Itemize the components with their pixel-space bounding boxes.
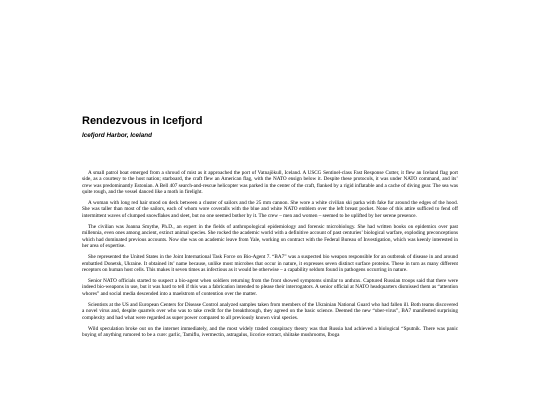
paragraph-4: She represented the United States in the Joint International Task Force on Bio-Agent 7. “BA7” was a suspected bio weapon responsible for an outbreak of disease in and around embattled Donetsk, Ukraine. It obtained its’ name because, unlike most microbes that occur in nature, it expresses seven distinct surface proteins. These in turn as many different receptors on human host cells. This makes it seven times as infectious as it would be otherwise – a capability seldom found in pathogens occurring in nature. — [82, 254, 458, 273]
page-title: Rendezvous in Icefjord — [82, 115, 203, 127]
paragraph-6: Scientists at the US and European Centers for Disease Control analyzed samples taken from members of the Ukrainian National Guard who had fallen ill. Both teams discovered a novel virus and, despite quarrels over who was to take credit for the breakthrough, they agreed on the basic science. Deemed the new “uber-virus”, BA7 manifested surprising complexity and had what were regarded as super power compared to all previously known viral species. — [82, 302, 458, 321]
page-subtitle: Icefjord Harbor, Iceland — [82, 132, 152, 139]
paragraph-1: A small patrol boat emerged from a shroud of mist as it approached the port of Vatnajökull, Iceland. A USCG Sentinel-class Fast Response Cutter, it flew an Iceland flag port side, as a courtesy to the host nation; starboard, the craft flew an American flag, with the NATO ensign below it. Despite these protocols, it was under NATO command, and its’ crew was predominantly Estonian. A Bell 407 search-and-rescue helicopter was parked in the center of the craft, flanked by a rigid inflatable and a cache of diving gear. The sea was quite rough, and the vessel danced like a moth in firelight. — [82, 170, 458, 195]
paragraph-2: A woman with long red hair stood on deck between a cluster of sailors and the 25 mm cannon. She wore a white civilian ski parka with fake fur around the edges of the hood. She was taller than most of the sailors, each of whom wore coveralls with the blue and white NATO emblem over the left breast pocket. None of this attire sufficed to fend off intermittent waves of clumped snowflakes and sleet, but no one seemed bother by it. The crew – men and women – seemed to be uplifted by her serene presence. — [82, 200, 458, 219]
paragraph-3: The civilian was Joanna Smythe, Ph.D., an expert in the fields of anthropological epidemiology and forensic microbiology. She had written books on epidemics over past millennia, even ones among ancient, extinct animal species. She rocked the academic world with a definitive account of past centuries’ biological warfare, exploding preconceptions which had dominated previous accounts. Now she was on academic leave from Yale, working on contract with the Federal Bureau of Investigation, which was keenly interested in her area of expertise. — [82, 224, 458, 249]
paragraph-5: Senior NATO officials started to suspect a bio-agent when soldiers returning from the front showed symptoms similar to anthrax. Captured Russian troops said that there were indeed bio-weapons in use, but it was hard to tell if this was a fabrication intended to please their interrogators. A senior official at NATO headquarters dismissed them as “attention whores” and social media descended into a maelstrom of contention over the matter. — [82, 278, 458, 297]
article-body — [82, 170, 458, 344]
paragraph-7: Wild speculation broke out on the internet immediately, and the most widely traded conspiracy theory was that Russia had achieved a biological “Sputnik. There was panic buying of anything rumored to be a cure: garlic, Tamiflu, ivermectin, astragalus, licorice extract, shiitake mushrooms, Iboga — [82, 325, 458, 339]
